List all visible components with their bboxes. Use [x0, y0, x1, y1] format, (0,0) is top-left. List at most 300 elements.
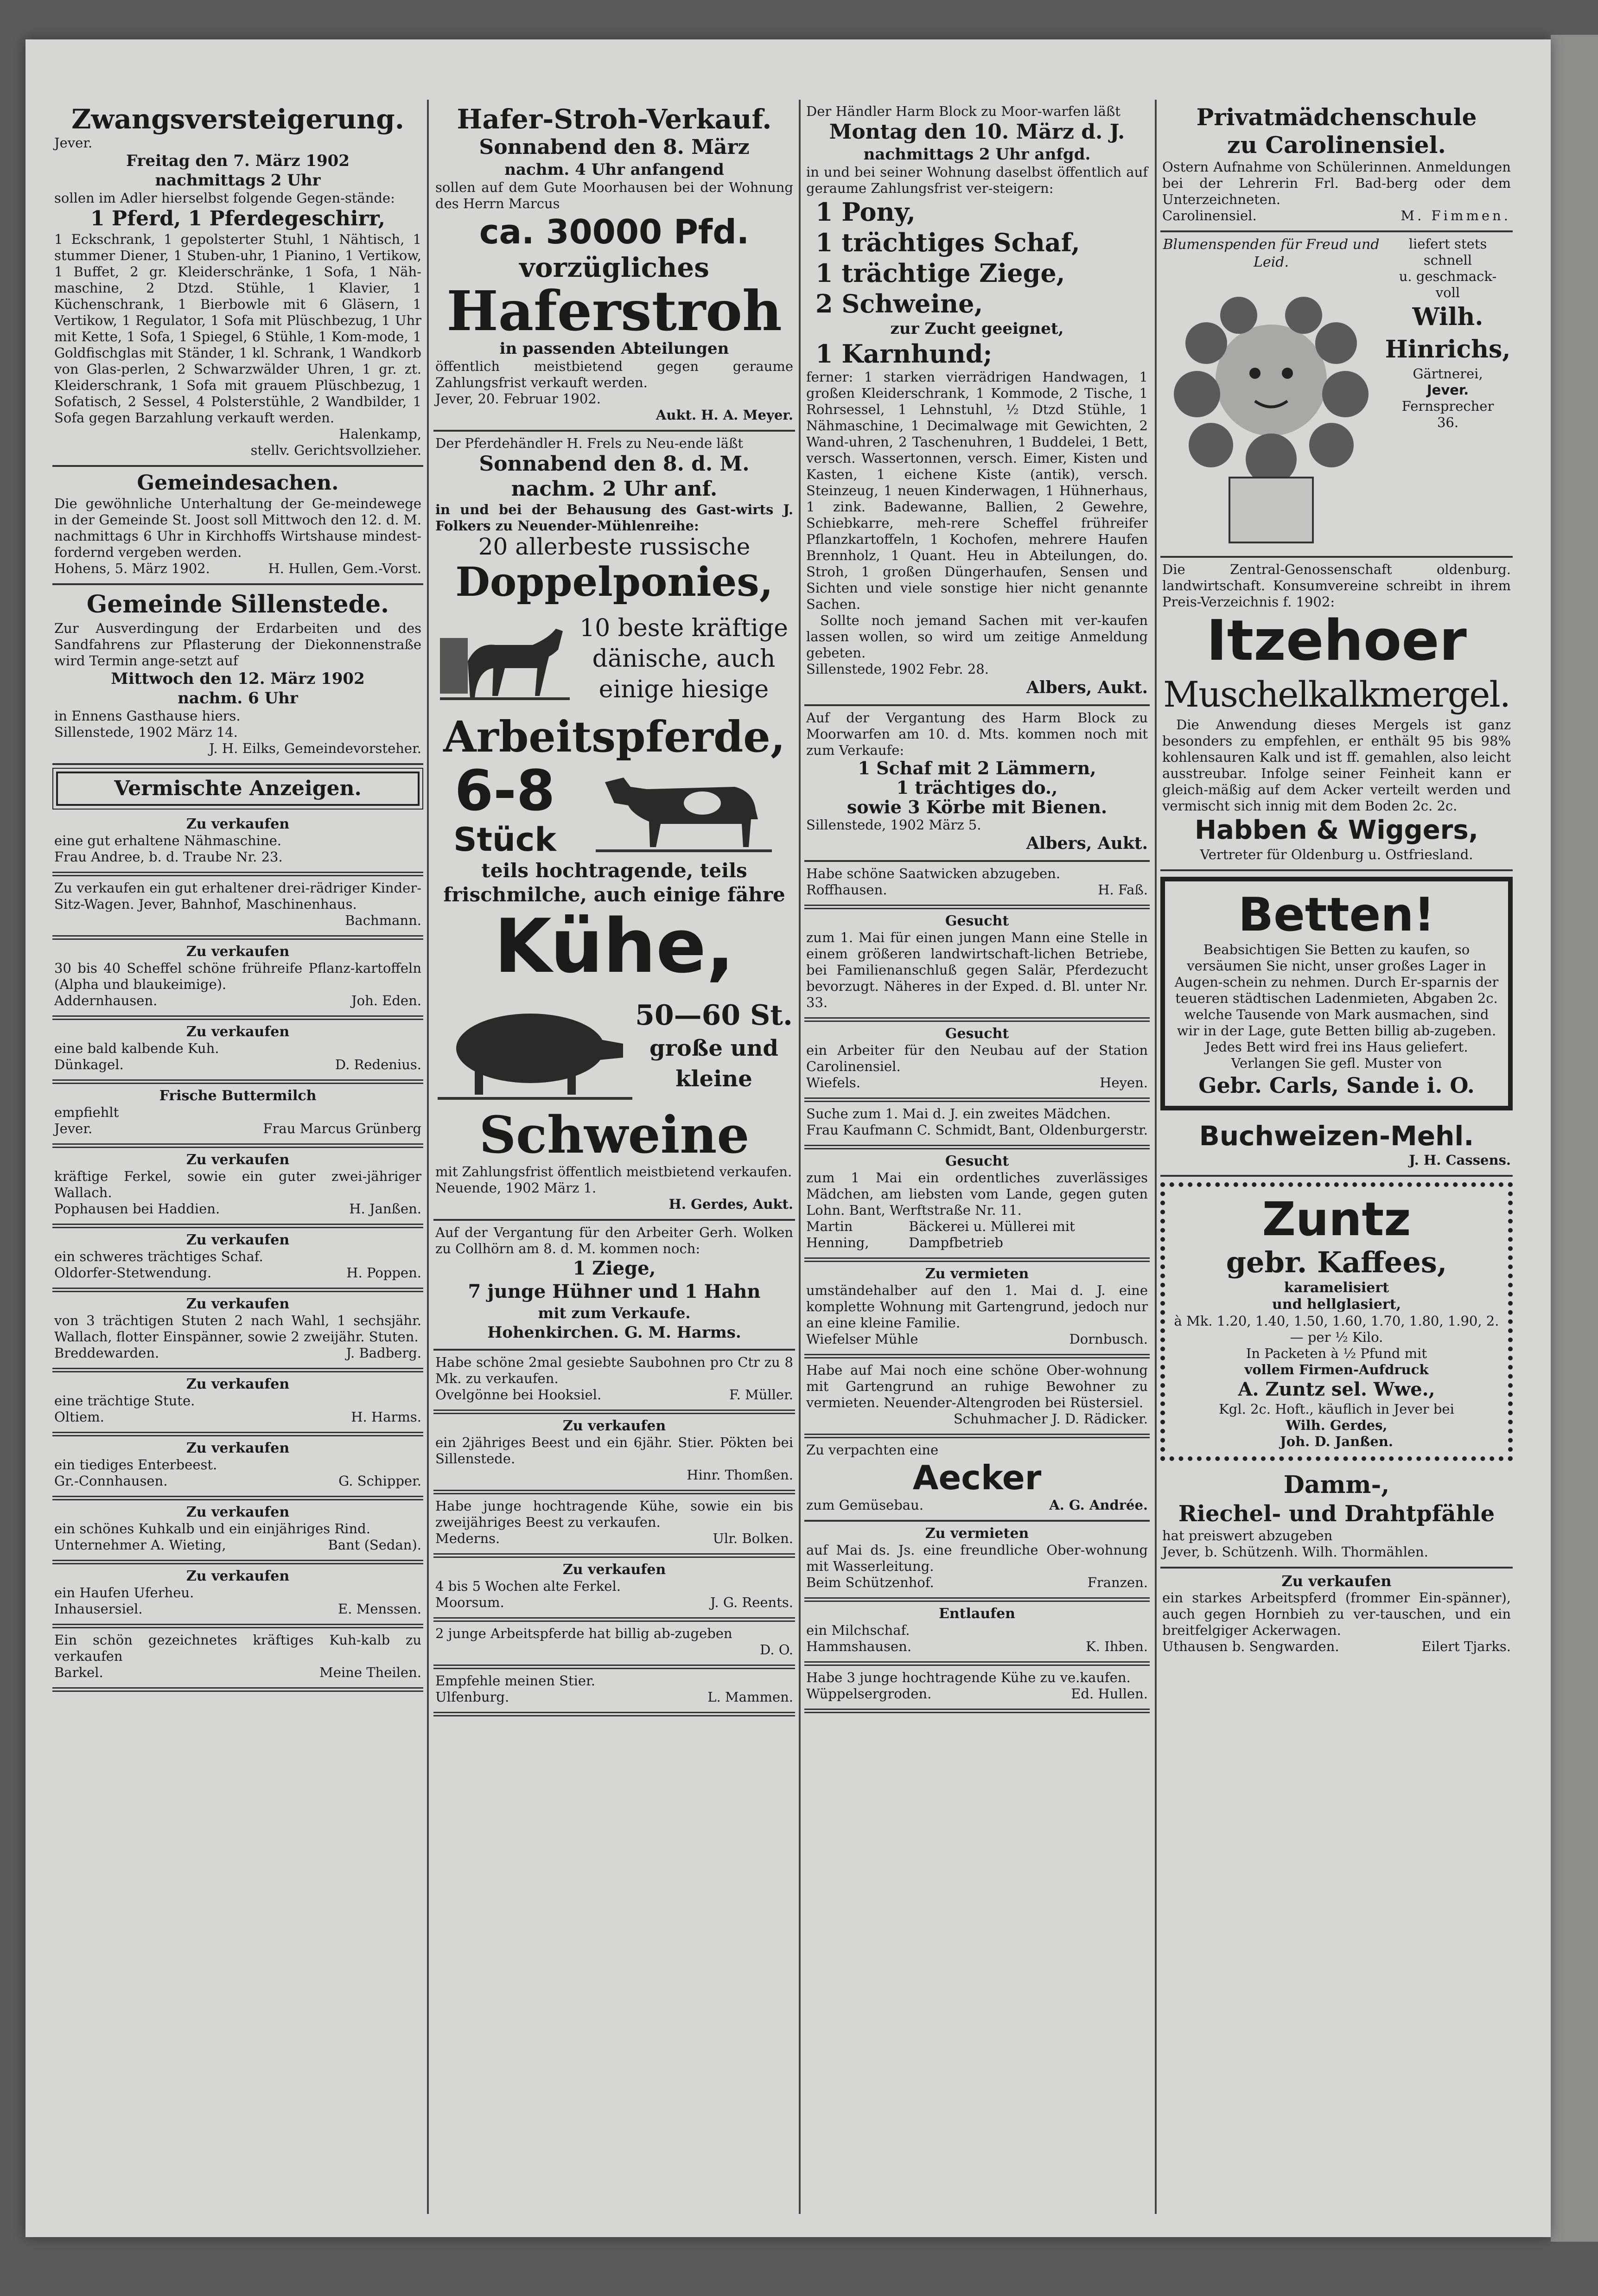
classified-ad [433, 1558, 795, 1622]
ad-text: ein starkes Arbeitspferd (frommer Ein-spänner), auch gegen Hornbieh zu ver-tauschen, und ein breitfelgiger Ackerwagen. [1162, 1590, 1511, 1638]
line: Doppelponies, [455, 559, 773, 606]
representative: Vertreter für Oldenburg u. Ostfriesland. [1200, 847, 1473, 862]
signature: M. Fimmen. [1401, 208, 1511, 223]
ad-text: mit Zahlungsfrist öffentlich meistbietend verkaufen. [435, 1164, 792, 1180]
text: 36. [1437, 415, 1459, 430]
ad-buchweizen [1160, 1116, 1513, 1177]
column-4 [1160, 100, 1513, 2214]
item: 7 junge Hühner und 1 Hahn [468, 1281, 761, 1302]
amount: ca. 30000 Pfd. [479, 212, 750, 251]
ad-head: Zu verkaufen [186, 1568, 290, 1584]
place: Breddewarden. [54, 1345, 159, 1361]
ad-blumenspenden [1160, 232, 1513, 558]
signature: J. G. Reents. [710, 1594, 793, 1610]
signature: Joh. Eden. [351, 993, 421, 1008]
ad-text: in und bei seiner Wohnung daselbst öffentlich auf geraume Zahlungsfrist ver-steigern: [806, 164, 1148, 196]
footer-line [54, 1345, 421, 1361]
footer-line [806, 882, 1148, 898]
classified-ad [52, 1500, 423, 1564]
ad-head: Zu verkaufen [186, 1504, 290, 1520]
signature: H. Janßen. [349, 1201, 421, 1217]
ad-block-versteigerung [804, 100, 1150, 706]
ad-text: Beabsichtigen Sie Betten zu kaufen, so versäumen Sie nicht, unser großes Lager in Augen-schein zu nehmen. Durch Er-sparnis der teueren städtischen Ladenmieten, Abgaben 2c. welche Tausende von Mark ausmachen, sind wir in der Lage, gute Betten billig ab-zugeben. Jedes Bett wird frei ins Haus geliefert. Verlangen Sie gefl. Muster von [1174, 942, 1499, 1071]
footer-line [54, 1057, 421, 1073]
column-1 [52, 100, 423, 2214]
dealer: Wilh. Gerdes, [1286, 1417, 1388, 1433]
line: kleine [675, 1066, 752, 1092]
ad-zwangsversteigerung [52, 100, 423, 467]
place: Gr.-Connhausen. [54, 1473, 168, 1489]
ad-betten [1160, 877, 1513, 1110]
signature: Bant, Oldenburgerstr. [999, 1122, 1148, 1138]
signature: Meine Theilen. [319, 1665, 421, 1680]
signature: H. Hullen, Gem.-Vorst. [268, 561, 421, 576]
classified-ad [52, 812, 423, 876]
signature: Halenkamp, [339, 426, 421, 442]
line: einige hiesige [598, 676, 769, 703]
footer-line [54, 1665, 421, 1681]
line: 20 allerbeste russische [478, 533, 751, 560]
pig-illustration [435, 986, 635, 1106]
time: nachmittags 2 Uhr anfgd. [863, 145, 1091, 164]
signature: Bäckerei u. Müllerei mit Dampfbetrieb [909, 1218, 1075, 1250]
place: Pophausen bei Haddien. [54, 1201, 220, 1217]
classified-list [804, 1522, 1150, 1713]
line: dänische, auch [592, 645, 776, 673]
time: nachm. 2 Uhr anf. [511, 477, 718, 501]
ad-text: ein Arbeiter für den Neubau auf der Station Carolinensiel. [806, 1042, 1148, 1074]
classified-ad [804, 909, 1150, 1022]
classified-ad [804, 1102, 1150, 1149]
ad-title: Betten! [1238, 887, 1435, 942]
footer-line [54, 561, 421, 577]
signature: Schuhmacher J. D. Rädicker. [953, 1411, 1148, 1427]
banner: Blumenspenden für Freud und Leid. [1163, 236, 1380, 270]
ad-text: Zu verkaufen ein gut erhaltener drei-rädriger Kinder-Sitz-Wagen. Jever, Bahnhof, Maschinenhaus. [54, 880, 421, 912]
ad-text: 2 junge Arbeitspferde hat billig ab-zugeben [435, 1626, 732, 1641]
ad-text: ein Haufen Uferheu. [54, 1585, 194, 1601]
ad-damm [1160, 1467, 1513, 1569]
place: Roffhausen. [806, 882, 887, 898]
ad-head: Gesucht [945, 913, 1009, 929]
ad-block-nachtrag [804, 706, 1150, 862]
signature: L. Mammen. [707, 1689, 793, 1705]
text: und hellglasiert, [1272, 1296, 1401, 1313]
ad-text: eine trächtige Stute. [54, 1393, 195, 1409]
ad-text: ein schönes Kuhkalb und ein einjähriges Rind. [54, 1521, 370, 1537]
footer-line [806, 1411, 1148, 1427]
ad-text: 30 bis 40 Scheffel schöne frühreife Pflanz-kartoffeln (Alpha und blaukeimige). [54, 960, 421, 992]
signature: Bant (Sedan). [328, 1537, 421, 1553]
text: Gärtnerei, [1413, 366, 1483, 382]
cow-row [435, 761, 793, 859]
blumen-text [1380, 236, 1511, 549]
signature: H. Gerdes, Aukt. [668, 1196, 793, 1212]
ad-wolken [433, 1221, 795, 1351]
signature: Bachmann. [345, 912, 421, 928]
date: Montag den 10. März d. J. [829, 120, 1125, 144]
place: Carolinensiel. [1162, 208, 1257, 223]
signature: A. G. Andrée. [1049, 1497, 1148, 1513]
scan-edge [1551, 35, 1598, 2242]
ad-text: von 3 trächtigen Stuten 2 nach Wahl, 1 sechsjähr. Wallach, flotter Einspänner, sowie 2 zweijähr. Stuten. [54, 1313, 421, 1345]
line: 10 beste kräftige [579, 614, 788, 642]
ad-head: Zu vermieten [925, 1525, 1029, 1542]
place: Unternehmer A. Wieting, [54, 1537, 226, 1553]
footer-line [54, 1201, 421, 1217]
place: Ulfenburg. [435, 1689, 509, 1705]
signature: J. Badberg. [346, 1345, 421, 1361]
ad-title: Gemeinde Sillenstede. [86, 590, 389, 619]
ad-itzehoer [1160, 558, 1513, 871]
line: teils hochtragende, teils frischmilche, auch einige fähre [443, 859, 785, 906]
signature: Aukt. H. A. Meyer. [656, 407, 793, 423]
ad-title: Hafer-Stroh-Verkauf. [457, 103, 772, 135]
ad-head: Entlaufen [939, 1606, 1015, 1622]
firm-name: Hinrichs, [1385, 335, 1511, 364]
ad-head: Zu verkaufen [1281, 1572, 1392, 1590]
signature: G. Schipper. [338, 1473, 421, 1489]
place: Dünkagel. [54, 1057, 124, 1072]
item: 1 trächtige Ziege, [815, 258, 1065, 288]
ad-text: zum 1 Mai ein ordentliches zuverlässiges Mädchen, am liebsten vom Lande, gegen guten Lohn. Bant, Werftstraße Nr. 11. [806, 1170, 1148, 1218]
text: karamelisiert [1284, 1280, 1389, 1296]
ad-text: Auf der Vergantung des Harm Block zu Moorwarfen am 10. d. Mts. kommen noch mit zum Verkaufe: [806, 710, 1148, 758]
place: Sillenstede, 1902 März 14. [54, 724, 238, 740]
classified-list [804, 862, 1150, 1438]
intro: Die Zentral-Genossenschaft oldenburg. landwirtschaft. Konsumvereine schreibt in ihrem Preis-Verzeichnis f. 1902: [1162, 561, 1511, 610]
footer-line [54, 849, 421, 865]
footer-line [806, 1075, 1148, 1091]
place: Oldorfer-Stetwendung. [54, 1265, 212, 1281]
classified-ad [52, 1148, 423, 1228]
ad-text: Habe schöne Saatwicken abzugeben. [806, 866, 1061, 881]
column-rule [427, 100, 429, 2214]
date: Mittwoch den 12. März 1902 [111, 670, 365, 688]
footer-line [54, 1601, 421, 1617]
signature: Heyen. [1100, 1075, 1148, 1091]
text: Fernsprecher [1401, 398, 1494, 414]
intro: sollen auf dem Gute Moorhausen bei der Wohnung des Herrn Marcus [435, 179, 793, 211]
footer-line [806, 1639, 1148, 1655]
sub: zum Gemüsebau. [806, 1497, 923, 1513]
ad-text: kräftige Ferkel, sowie ein guter zwei-jähriger Wallach. [54, 1168, 421, 1200]
date: Sonnabend den 8. März [479, 135, 750, 159]
ad-text: ein tiediges Enterbeest. [54, 1457, 217, 1473]
ad-text: Habe auf Mai noch eine schöne Ober-wohnung mit Gartengrund an ruhige Bewohner zu vermieten. Neuender-Altengroden bei Rüstersiel. [806, 1362, 1148, 1410]
item: mit zum Verkaufe. [538, 1304, 691, 1322]
ad-text: Auf der Vergantung für den Arbeiter Gerh. Wolken zu Collhörn am 8. d. M. kommen noch: [435, 1225, 793, 1256]
classified-ad [433, 1622, 795, 1669]
horse-illustration [435, 606, 574, 712]
place: Frau Kaufmann C. Schmidt, [806, 1122, 996, 1138]
signature: F. Müller. [729, 1387, 793, 1403]
ad-gemeinde-sillenstede [52, 585, 423, 765]
ad-text: auf Mai ds. Js. eine freundliche Ober-wohnung mit Wasserleitung. [806, 1542, 1148, 1574]
signature: Frau Marcus Grünberg [263, 1121, 421, 1136]
ad-arbeitspferd [1160, 1569, 1513, 1661]
item: 1 trächtiges do., [896, 777, 1058, 798]
signature: Jever, b. Schützenh. Wilh. Thormählen. [1162, 1544, 1428, 1560]
ad-pferdehaendler [433, 432, 795, 1221]
dealer: Joh. D. Janßen. [1280, 1434, 1393, 1449]
place: Addernhausen. [54, 993, 158, 1008]
classified-ad [52, 1228, 423, 1292]
ad-hafer-stroh [433, 100, 795, 432]
footer-line [1162, 208, 1511, 224]
item: 1 Schaf mit 2 Lämmern, [858, 758, 1096, 778]
ad-text: eine bald kalbende Kuh. [54, 1040, 219, 1056]
signature: Eilert Tjarks. [1421, 1639, 1511, 1654]
ad-title: Itzehoer [1206, 609, 1467, 673]
signature: H. Faß. [1098, 882, 1148, 898]
classified-ad [433, 1494, 795, 1558]
footer-line [435, 1594, 793, 1611]
signature: D. Redenius. [335, 1057, 421, 1072]
ad-text: Die gewöhnliche Unterhaltung der Ge-meindewege in der Gemeinde St. Joost soll Mittwoch den 12. d. M. nachmittags 6 Uhr in Kirchhoffs Wirtshause mindest-fordernd vergeben werden. [54, 496, 421, 560]
time: nachm. 6 Uhr [178, 689, 298, 708]
intro: Zu verpachten eine [806, 1442, 939, 1458]
signature: K. Ihben. [1086, 1639, 1148, 1654]
place: Uthausen b. Sengwarden. [1162, 1639, 1339, 1654]
signature: Albers, Aukt. [1026, 834, 1148, 853]
ad-text: Suche zum 1. Mai d. J. ein zweites Mädchen. [806, 1106, 1111, 1122]
place: Frau Andree, b. d. Traube Nr. 23. [54, 849, 283, 865]
footer-line [435, 1689, 793, 1705]
text: Kgl. 2c. Hoft., käuflich in Jever bei [1219, 1401, 1454, 1417]
classified-ad [433, 1414, 795, 1494]
ad-text: öffentlich meistbietend gegen geraume Zahlungsfrist verkauft werden. [435, 358, 793, 390]
classified-ad [804, 1262, 1150, 1358]
footer-line [435, 1642, 793, 1658]
ad-head: Zu verkaufen [186, 1232, 290, 1248]
signature-role: stellv. Gerichtsvollzieher. [250, 442, 421, 458]
place: Beim Schützenhof. [806, 1575, 934, 1590]
ad-gemeindesachen [52, 467, 423, 585]
footer-line [54, 993, 421, 1009]
footer-line [54, 1473, 421, 1489]
signature: Ulr. Bolken. [713, 1531, 793, 1546]
place: Moorsum. [435, 1594, 504, 1610]
place: Wüppelsergroden. [806, 1686, 932, 1702]
ad-text: Die Anwendung dieses Mergels ist ganz besonders zu empfehlen, er enthält 95 bis 98% kohlensauren Kalk und ist ff. gemahlen, also leicht ausstreubar. Infolge seiner Feinheit kann er gleich-mäßig auf dem Acker verteilt werden und vermischt sich innig mit dem Boden 2c. 2c. [1162, 717, 1511, 814]
signature: Franzen. [1087, 1575, 1148, 1590]
firm-name: A. Zuntz sel. Wwe., [1238, 1378, 1435, 1400]
ad-head: Gesucht [945, 1153, 1009, 1169]
footer-line [54, 1265, 421, 1281]
place: Sillenstede, 1902 Febr. 28. [806, 661, 989, 677]
place: Hammshausen. [806, 1639, 912, 1654]
ad-head: Zu vermieten [925, 1266, 1029, 1282]
classified-ad [52, 1372, 423, 1436]
item: 1 trächtiges Schaf, [815, 228, 1080, 257]
time: nachm. 4 Uhr anfangend [504, 160, 724, 179]
place: Ovelgönne bei Hooksiel. [435, 1387, 602, 1403]
sub: in passenden Abteilungen [499, 339, 729, 358]
line: Schweine [479, 1105, 750, 1165]
footer-line [54, 1121, 421, 1137]
ad-title: Buchweizen-Mehl. [1199, 1120, 1474, 1152]
item: 1 Karnhund; [815, 339, 993, 369]
date: Freitag den 7. März 1902 [126, 152, 350, 170]
ad-subtitle: Riechel- und Drahtpfähle [1178, 1501, 1495, 1527]
ad-head: Zu verkaufen [186, 1376, 290, 1392]
classified-list [52, 812, 423, 1692]
place: Wiefels. [806, 1075, 861, 1091]
ad-subtitle: gebr. Kaffees, [1226, 1245, 1447, 1279]
footer-line [1162, 1639, 1511, 1655]
location: in und bei der Behausung des Gast-wirts J. Folkers zu Neuender-Mühlenreihe: [435, 502, 793, 534]
horse-row [435, 606, 793, 712]
signature: D. O. [760, 1642, 793, 1658]
ad-text: 4 bis 5 Wochen alte Ferkel. [435, 1578, 621, 1594]
ad-text: ein 2jähriges Beest und ein 6jähr. Stier. Pökten bei Sillenstede. [435, 1435, 793, 1467]
footer-line [54, 1409, 421, 1425]
place: Inhausersiel. [54, 1601, 143, 1617]
footer-line [54, 1537, 421, 1553]
text: liefert stets [1408, 236, 1487, 252]
ad-title: Zwangsversteigerung. [71, 103, 404, 135]
item-list: ferner: 1 starken vierrädrigen Handwagen, 1 großen Kleiderschrank, 1 Kommode, 2 Tische, 1 Rohrsessel, 1 Lehnstuhl, ½ Dtzd Stühle, 1 Nähmaschine, 1 Decimalwage mit Gewichten, 2 Wand-uhren, 2 Taschenuhren, 1 Buddelei, 1 Bett, versch. Wassertonnen, versch. Eimer, Kisten und Kasten, 1 eichene Kiste (antik), versch. Steinzeug, 1 neuen Kinderwagen, 1 Hühnerhaus, 1 zink. Badewanne, Ballien, 2 Gewehre, Schiebkarre, meh-rere Scheffel frühreifer Pflanzkartoffeln, 1 Kochofen, mehrere Haufen Brennholz, 1 Quant. Heu in Abteilungen, do. Stroh, 1 großen Düngerhaufen, Sensen und Sichten und viele sonstige hier nicht genannte Sachen. [806, 369, 1148, 612]
classified-ad [433, 1351, 795, 1414]
prices: à Mk. 1.20, 1.40, 1.50, 1.60, 1.70, 1.80, 1.90, 2.— per ½ Kilo. [1174, 1313, 1499, 1345]
classified-ad [52, 1020, 423, 1084]
highlight: 1 Pferd, 1 Pferdegeschirr, [90, 207, 385, 230]
product: Haferstroh [446, 279, 782, 343]
intro: Der Händler Harm Block zu Moor-warfen läßt [806, 103, 1121, 119]
ad-title: Zuntz [1262, 1192, 1411, 1246]
signature: H. Harms. [351, 1409, 421, 1425]
line: große und [649, 1035, 778, 1061]
ad-head: Zu verkaufen [186, 1296, 290, 1312]
ad-text: Habe 3 junge hochtragende Kühe zu ve.kaufen. [806, 1670, 1131, 1685]
ad-text: zum 1. Mai für einen jungen Mann eine Stelle in einem größeren landwirtschaft-lichen Betriebe, bei Familienanschluß gegen Salär, Pferdezucht bevorzugt. Näheres in der Exped. d. Bl. unter Nr. 33. [806, 930, 1148, 1010]
signature: Ed. Hullen. [1071, 1686, 1148, 1702]
line: 50—60 St. [635, 999, 793, 1032]
signature: J. H. Cassens. [1409, 1152, 1511, 1168]
cow-illustration [574, 761, 793, 859]
location: in Ennens Gasthause hiers. [54, 708, 241, 724]
place: Barkel. [54, 1665, 103, 1680]
classified-ad [52, 1564, 423, 1628]
classified-ad [804, 862, 1150, 909]
footer-line [806, 1218, 1148, 1251]
signature: Hinr. Thomßen. [687, 1467, 793, 1483]
ad-text: Habe schöne 2mal gesiebte Saubohnen pro Ctr zu 8 Mk. zu verkaufen. [435, 1354, 793, 1386]
ad-text: ein Milchschaf. [806, 1622, 910, 1638]
ad-title: Aecker [912, 1458, 1042, 1497]
classified-ad [52, 1292, 423, 1372]
text: voll [1435, 285, 1460, 300]
ad-text: ein schweres trächtiges Schaf. [54, 1249, 263, 1264]
place: Jever. [54, 1121, 93, 1136]
ad-text: hat preiswert abzugeben [1162, 1528, 1333, 1543]
footer-line [806, 1497, 1148, 1513]
classified-ad [804, 1602, 1150, 1666]
line: 6-8 [454, 759, 555, 823]
signature: H. Poppen. [346, 1265, 421, 1281]
time: nachmittags 2 Uhr [155, 171, 321, 190]
item-note: zur Zucht geeignet, [890, 319, 1064, 338]
ad-text: Zur Ausverdingung der Erdarbeiten und des Sandfahrens zur Pflasterung der Diekonnenstraße wird Termin ange-setzt auf [54, 620, 421, 669]
column-rule [1155, 100, 1157, 2214]
column-rule [799, 100, 801, 2214]
line: Kühe, [494, 903, 735, 989]
ad-text: eine gut erhaltene Nähmaschine. [54, 833, 282, 848]
classified-ad [433, 1669, 795, 1716]
firm-name: Habben & Wiggers, [1195, 815, 1478, 845]
classified-ad [804, 1666, 1150, 1713]
ad-text: Ein schön gezeichnetes kräftiges Kuh-kalb zu verkaufen [54, 1632, 421, 1664]
signature: Hohenkirchen. G. M. Harms. [487, 1323, 741, 1342]
signature: J. H. Eilks, Gemeindevorsteher. [209, 740, 421, 756]
signature: Albers, Aukt. [1026, 678, 1148, 697]
place: Jever. [54, 135, 93, 151]
item: 1 Pony, [815, 197, 916, 227]
flower-girl-panel [1162, 236, 1380, 549]
column-2 [433, 100, 795, 2214]
note: Sollte noch jemand Sachen mit ver-kaufen lassen wollen, so wird um zeitige Anmeldung gebeten. [806, 612, 1148, 661]
footer-line [435, 1467, 793, 1483]
text: u. geschmack- [1399, 268, 1497, 284]
ad-text: empfiehlt [54, 1104, 119, 1120]
line: Stück [453, 821, 556, 859]
item: 2 Schweine, [815, 289, 983, 319]
ad-head: Gesucht [945, 1026, 1009, 1042]
classified-ad [804, 1149, 1150, 1262]
ad-head: Zu verkaufen [186, 1024, 290, 1040]
ad-aecker [804, 1438, 1150, 1522]
signature: Dornbusch. [1069, 1331, 1148, 1347]
ad-subtitle: zu Carolinensiel. [1227, 131, 1446, 159]
item-list: 1 Eckschrank, 1 gepolsterter Stuhl, 1 Nähtisch, 1 stummer Diener, 1 Stuben-uhr, 1 Pianino, 1 Vertikow, 1 Buffet, 2 gr. Kleiderschränke, 1 Sofa, 1 Näh-maschine, 2 Dtzd. Stühle, 1 Klavier, 1 Küchenschrank, 1 Bierbowle mit 6 Gläsern, 1 Vertikow, 1 Regulator, 1 Sofa mit Plüschbezug, 1 Uhr mit Kette, 1 Sofa, 1 Spiegel, 6 Stühle, 1 Kom-mode, 1 Goldfischglas mit Ständer, 1 kl. Schrank, 1 Wandkorb von Glas-perlen, 2 Schwarzwälder Uhren, 1 gr. zt. Kleiderschrank, 1 Sofa mit grauem Plüschbezug, 1 Sofatisch, 2 Sessel, 4 Polsterstühle, 2 Wandbilder, 1 Sofa gegen Barzahlung verkauft werden. [54, 231, 421, 426]
classified-ad [52, 1628, 423, 1692]
date: Sonnabend den 8. d. M. [479, 452, 750, 476]
section-header-vermischte [56, 772, 420, 806]
signature: E. Menssen. [338, 1601, 421, 1617]
classified-ad [52, 876, 423, 940]
text: schnell [1423, 252, 1472, 268]
firm-name: Gebr. Carls, Sande i. O. [1198, 1073, 1475, 1098]
ad-head: Zu verkaufen [562, 1418, 666, 1434]
footer-line [806, 1575, 1148, 1591]
footer-line [806, 1122, 1148, 1138]
ad-head: Zu verkaufen [186, 816, 290, 832]
ad-zuntz [1160, 1182, 1513, 1461]
pig-row [435, 986, 793, 1106]
place: Neuende, 1902 März 1. [435, 1180, 597, 1196]
text: vollem Firmen-Aufdruck [1244, 1362, 1429, 1378]
ad-text: Ostern Aufnahme von Schülerinnen. Anmeldungen bei der Lehrerin Frl. Bad-berg oder dem Unterzeichneten. [1162, 159, 1511, 207]
text: Jever. [1426, 382, 1469, 398]
intro: sollen im Adler hierselbst folgende Gegen-stände: [54, 190, 395, 206]
classified-ad [52, 1436, 423, 1500]
quality: vorzügliches [519, 252, 709, 283]
ad-text: Empfehle meinen Stier. [435, 1673, 595, 1689]
flower-girl-illustration [1162, 271, 1380, 549]
newspaper-page [25, 39, 1551, 2237]
footer-line [435, 1531, 793, 1547]
ad-subtitle: Muschelkalkmergel. [1163, 674, 1510, 715]
footer-line [54, 912, 421, 929]
ad-text: umständehalber auf den 1. Mai d. J. eine komplette Wohnung mit Gartengrund, jedoch nur an eine kleine Familie. [806, 1282, 1148, 1331]
ad-title: Privatmädchenschule [1196, 103, 1477, 131]
footer-line [435, 1387, 793, 1403]
ad-text: Habe junge hochtragende Kühe, sowie ein bis zweijähriges Beest zu verkaufen. [435, 1498, 793, 1530]
classified-ad [804, 1358, 1150, 1438]
item: 1 Ziege, [573, 1257, 656, 1279]
place: Sillenstede, 1902 März 5. [806, 817, 981, 833]
